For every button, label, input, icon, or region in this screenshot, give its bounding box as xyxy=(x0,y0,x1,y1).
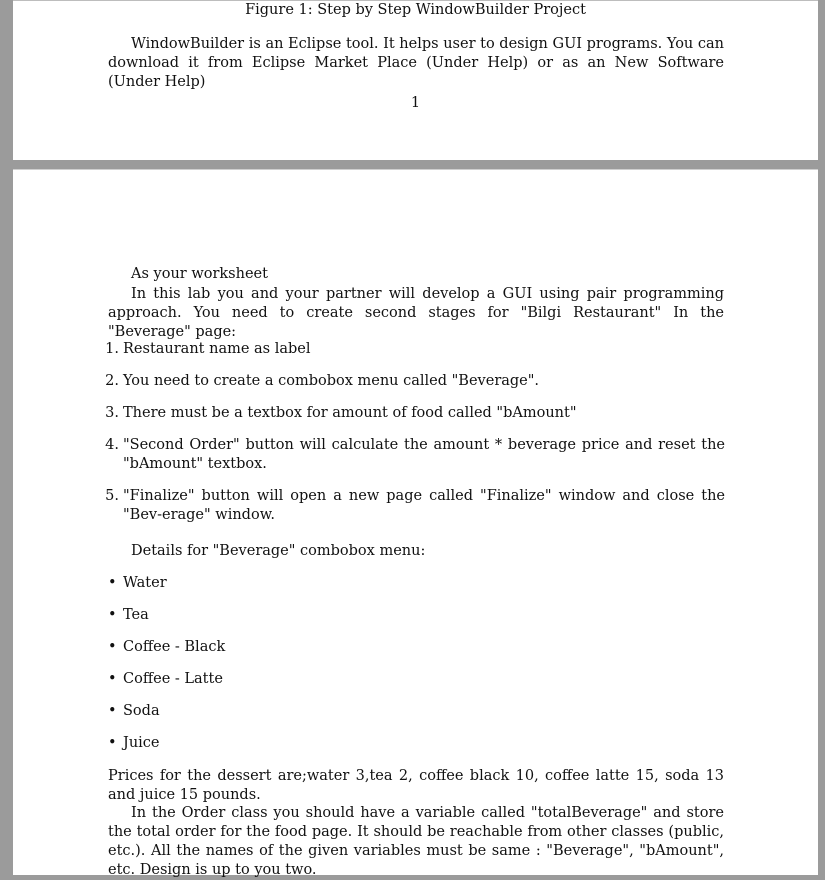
list-item xyxy=(105,340,725,359)
bullet-icon: • xyxy=(108,639,117,655)
list-item-text: Juice xyxy=(123,735,160,751)
list-number: 3. xyxy=(105,405,119,421)
document-page-2 xyxy=(13,169,818,878)
bullet-icon: • xyxy=(108,703,117,719)
list-item xyxy=(108,606,725,625)
list-item-text: Restaurant name as label xyxy=(123,341,311,357)
list-number: 4. xyxy=(105,437,119,453)
list-item xyxy=(105,487,725,525)
list-number: 2. xyxy=(105,373,119,389)
worksheet-line: As your worksheet xyxy=(131,266,268,282)
order-class-paragraph: In the Order class you should have a variable called "totalBeverage" and store the total order for the food page. It should be reachable from other classes (public, etc.). All the names of the given variables must be same : "Beverage", "bAmount", etc. Design is up to you two. xyxy=(108,805,724,878)
page-number: 1 xyxy=(410,95,421,111)
list-item xyxy=(108,574,725,593)
list-number: 1. xyxy=(105,341,119,357)
list-item-text: Soda xyxy=(123,703,160,719)
prices-paragraph: Prices for the dessert are;water 3,tea 2, coffee black 10, coffee latte 15, soda 13 and juice 15 pounds. xyxy=(108,768,724,803)
bullet-icon: • xyxy=(108,607,117,623)
list-item-text: "Second Order" button will calculate the amount * beverage price and reset the "bAmount" textbox. xyxy=(123,437,725,472)
bullet-icon: • xyxy=(108,575,117,591)
details-heading: Details for "Beverage" combobox menu: xyxy=(131,543,426,559)
list-item-text: Coffee - Latte xyxy=(123,671,223,687)
figure-caption: Figure 1: Step by Step WindowBuilder Project xyxy=(245,2,586,18)
list-item-text: Tea xyxy=(123,607,149,623)
list-item xyxy=(105,404,725,423)
bullet-icon: • xyxy=(108,735,117,751)
list-item-text: Water xyxy=(123,575,167,591)
list-item xyxy=(108,638,725,657)
list-item xyxy=(108,734,725,753)
list-item-text: You need to create a combobox menu called "Beverage". xyxy=(123,373,540,389)
list-item-text: "Finalize" button will open a new page called "Finalize" window and close the "Bev-erage" window. xyxy=(123,488,725,523)
document-page-1 xyxy=(13,0,818,160)
list-item xyxy=(108,702,725,721)
list-item-text: There must be a textbox for amount of food called "bAmount" xyxy=(123,405,577,421)
windowbuilder-paragraph: WindowBuilder is an Eclipse tool. It helps user to design GUI programs. You can download it from Eclipse Market Place (Under Help) or as an New Software (Under Help) xyxy=(108,36,724,90)
list-item-text: Coffee - Black xyxy=(123,639,226,655)
intro-paragraph: In this lab you and your partner will develop a GUI using pair programming approach. You need to create second stages for "Bilgi Restaurant" In the "Beverage" page: xyxy=(108,286,724,340)
list-item xyxy=(105,372,725,391)
list-item xyxy=(105,436,725,474)
list-number: 5. xyxy=(105,488,119,504)
list-item xyxy=(108,670,725,689)
bullet-icon: • xyxy=(108,671,117,687)
